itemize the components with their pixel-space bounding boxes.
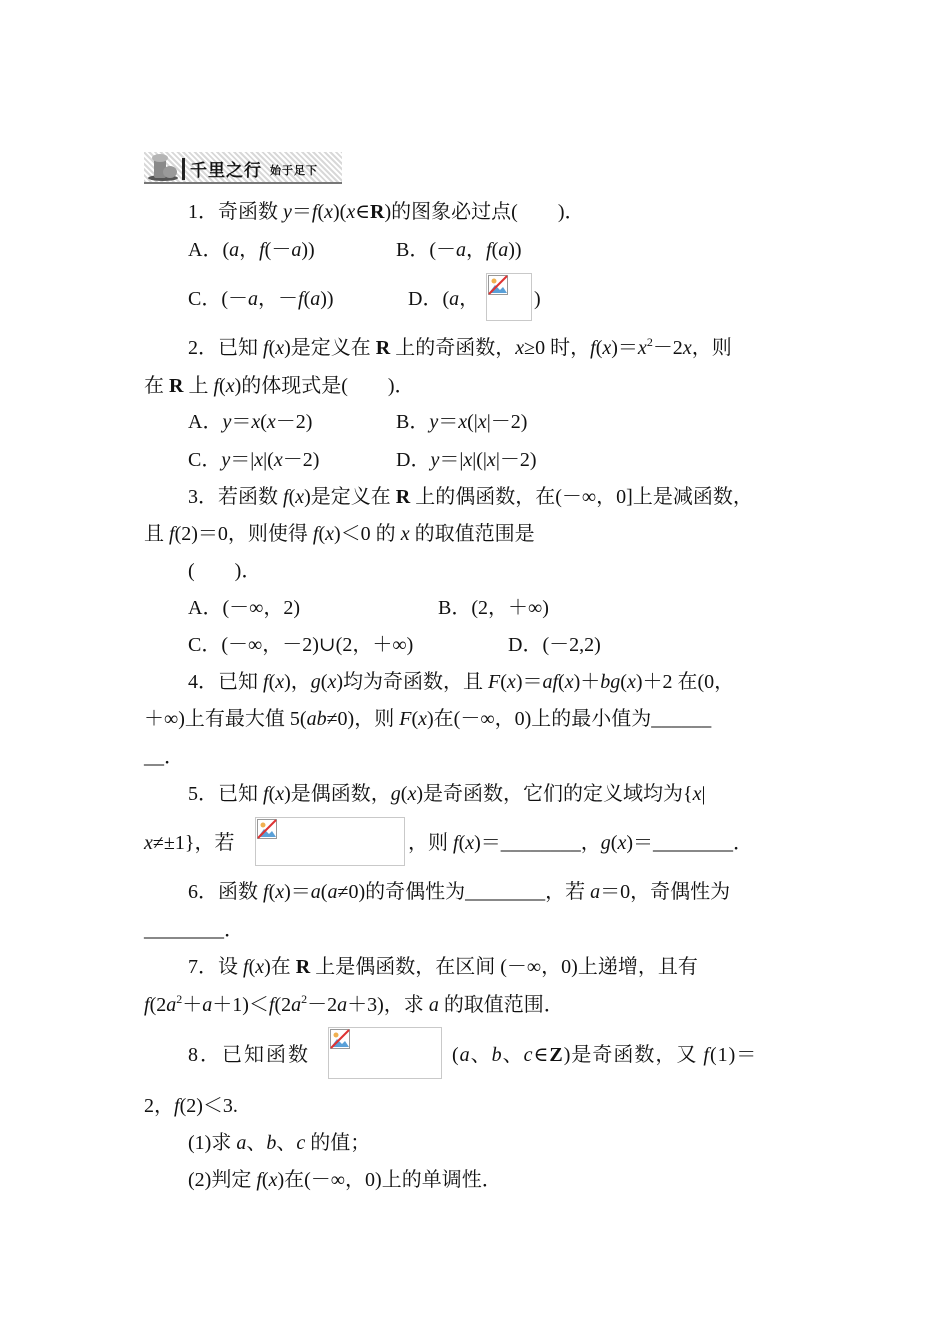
q8-stem-suffix: (a、b、c∈Z)是奇函数，又 f(1)＝ [452, 1044, 758, 1066]
q6-stem-line1: 6．函数 f(x)＝a(a≠0)的奇偶性为________，若 a＝0，奇偶性为 [188, 881, 731, 903]
q6-stem-line2: ________． [144, 919, 244, 941]
missing-image-placeholder [255, 817, 405, 866]
broken-image-icon [488, 275, 508, 295]
q4-stem-line2: ＋∞)上有最大值 5(ab≠0)，则 F(x)在(－∞，0)上的最小值为______ [144, 708, 712, 730]
q5-stem-line2-prefix: x≠±1}，若 [144, 832, 235, 854]
section-banner [144, 150, 342, 184]
q1-option-a: A．(a，f(－a)) [188, 239, 315, 261]
q7-stem-line1: 7．设 f(x)在 R 上是偶函数，在区间 (－∞，0)上递增，且有 [188, 956, 698, 978]
q4-stem-line3: __． [144, 746, 184, 768]
q1-option-b: B．(－a，f(a)) [396, 239, 522, 261]
q5-stem-line1: 5．已知 f(x)是偶函数，g(x)是奇函数，它们的定义域均为{x| [188, 783, 706, 805]
q2-option-a: A．y＝x(x－2) [188, 411, 313, 433]
q2-stem-line2: 在 R 上 f(x)的体现式是( )． [144, 375, 415, 397]
q3-option-d: D．(－2,2) [508, 634, 601, 656]
q3-option-b: B．(2，＋∞) [438, 597, 549, 619]
q3-option-a: A．(－∞，2) [188, 597, 301, 619]
q2-option-b: B．y＝x(|x|－2) [396, 411, 528, 433]
q1-option-d-prefix: D．(a， [408, 288, 480, 310]
broken-image-icon [330, 1029, 350, 1049]
q2-option-c: C．y＝|x|(x－2) [188, 449, 320, 471]
banner-title: 千里之行 [190, 161, 262, 181]
q3-stem-line1: 3．若函数 f(x)是定义在 R 上的偶函数，在(－∞，0]上是减函数， [188, 486, 753, 508]
q1-option-d-suffix: ) [534, 288, 541, 310]
q3-option-c: C．(－∞，－2)∪(2，＋∞) [188, 634, 414, 656]
q8-stem-prefix: 8．已知函数 [188, 1044, 310, 1066]
q2-option-d: D．y＝|x|(|x|－2) [396, 449, 537, 471]
q7-stem-line2: $f(2a^2+a+1)<f(2a^2-2a+3)$，求 a 的取值范围． [144, 992, 564, 1016]
q8-part1: (1)求 a、b、c 的值； [188, 1132, 371, 1154]
stone-pillar-icon [146, 150, 180, 182]
broken-image-icon [257, 819, 277, 839]
missing-image-placeholder [486, 273, 532, 321]
q8-part2: (2)判定 f(x)在(－∞，0)上的单调性． [188, 1169, 502, 1191]
q1-option-c: C．(－a，－f(a)) [188, 288, 334, 310]
q2-stem-line1: 2．已知 f(x)是定义在 R 上的奇函数，x≥0 时，$f(x)=x^2-2x$，则 [188, 335, 732, 359]
q8-stem-line2: 2，f(2)＜3. [144, 1095, 238, 1117]
q5-stem-line2-suffix: ，则 f(x)＝________，g(x)＝________． [408, 832, 754, 854]
banner-divider [182, 158, 185, 180]
q3-stem-line2: 且 f(2)＝0，则使得 f(x)＜0 的 x 的取值范围是 [144, 523, 535, 545]
q1-stem: 1．奇函数 y＝f(x)(x∈R)的图象必过点( )． [188, 201, 585, 223]
q3-stem-line3: ( )． [188, 560, 262, 582]
banner-subtitle: 始于足下 [270, 164, 318, 177]
missing-image-placeholder [328, 1027, 442, 1079]
q4-stem-line1: 4．已知 f(x)，g(x)均为奇函数，且 F(x)＝af(x)＋bg(x)＋2 在(0， [188, 671, 735, 693]
